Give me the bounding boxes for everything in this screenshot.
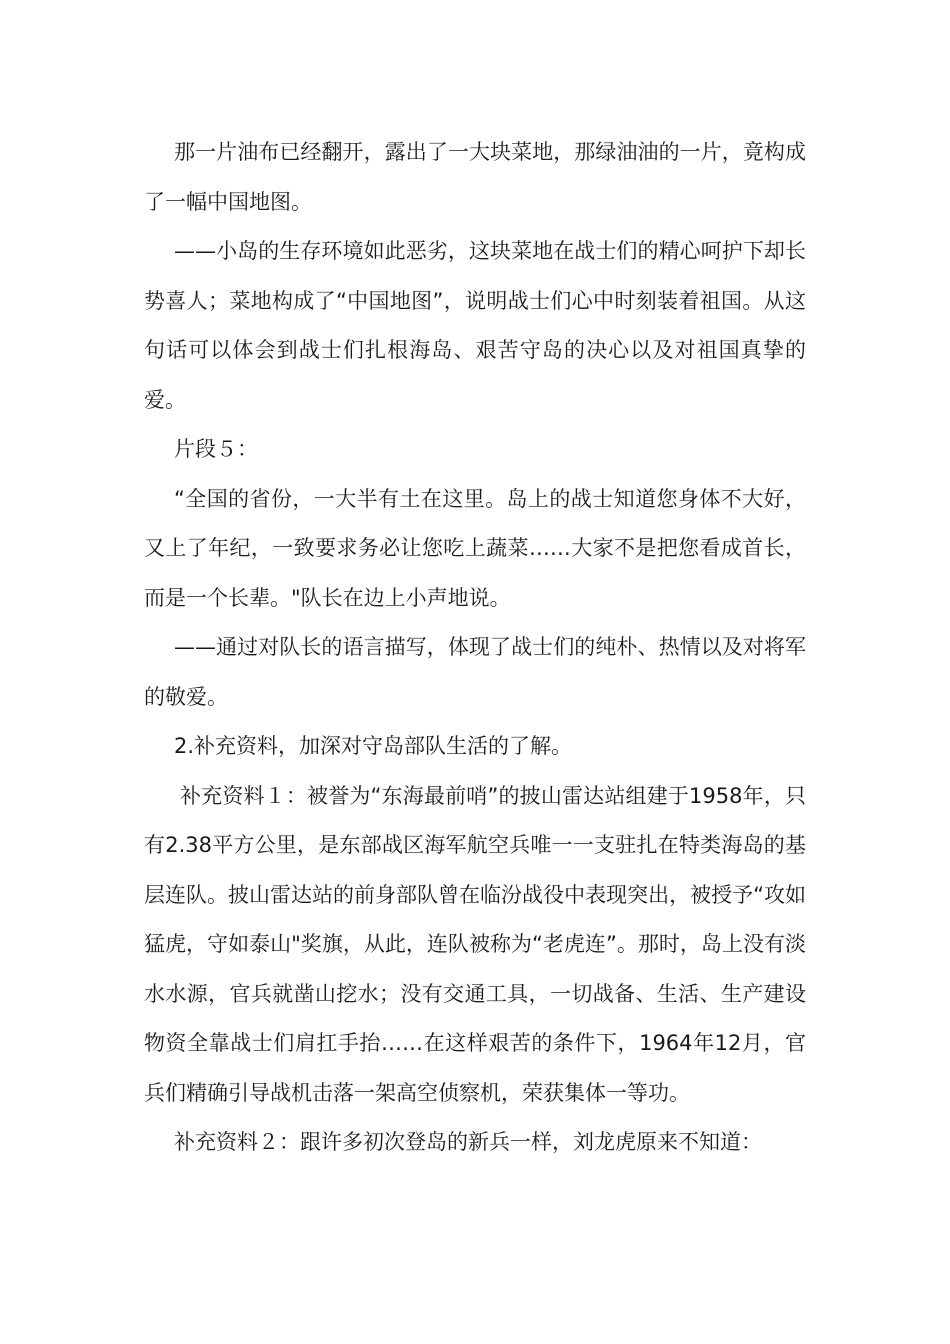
paragraph-analysis-1: ——小岛的生存环境如此恶劣，这块菜地在战士们的精心呵护下却长势喜人；菜地构成了“中国地图”，说明战士们心中时刻装着祖国。从这句话可以体会到战士们扎根海岛、艰苦守岛的决心以及对祖国真挚的爱。 xyxy=(144,239,806,412)
paragraph-fragment-heading: 片段５： xyxy=(174,437,258,461)
paragraph-section-heading: 2.补充资料，加深对守岛部队生活的了解。 xyxy=(174,734,573,758)
paragraph-vegetable-map: 那一片油布已经翻开，露出了一大块菜地，那绿油油的一片，竟构成了一幅中国地图。 xyxy=(144,140,806,214)
paragraph-captain-quote: “全国的省份，一大半有土在这里。岛上的战士知道您身体不大好，又上了年纪，一致要求务必让您吃上蔬菜……大家不是把您看成首长，而是一个长辈。"队长在边上小声地说。 xyxy=(144,486,806,610)
paragraph-supplement-2: 补充资料２：跟许多初次登岛的新兵一样，刘龙虎原来不知道： xyxy=(174,1130,762,1154)
paragraph-supplement-1: 补充资料１：被誉为“东海最前哨”的披山雷达站组建于1958年，只有2.38平方公里，是东部战区海军航空兵唯一一支驻扎在特类海岛的基层连队。披山雷达站的前身部队曾在临汾战役中表现突出，被授予“攻如猛虎，守如泰山"奖旗，从此，连队被称为“老虎连”。那时，岛上没有淡水水源，官兵就凿山挖水；没有交通工具，一切战备、生活、生产建设物资全靠战士们肩扛手抬……在这样艰苦的条件下，1964年12月，官兵们精确引导战机击落一架高空侦察机，荣获集体一等功。 xyxy=(144,783,806,1105)
document-body xyxy=(144,128,806,1168)
paragraph-analysis-2: ——通过对队长的语言描写，体现了战士们的纯朴、热情以及对将军的敬爱。 xyxy=(144,635,806,709)
